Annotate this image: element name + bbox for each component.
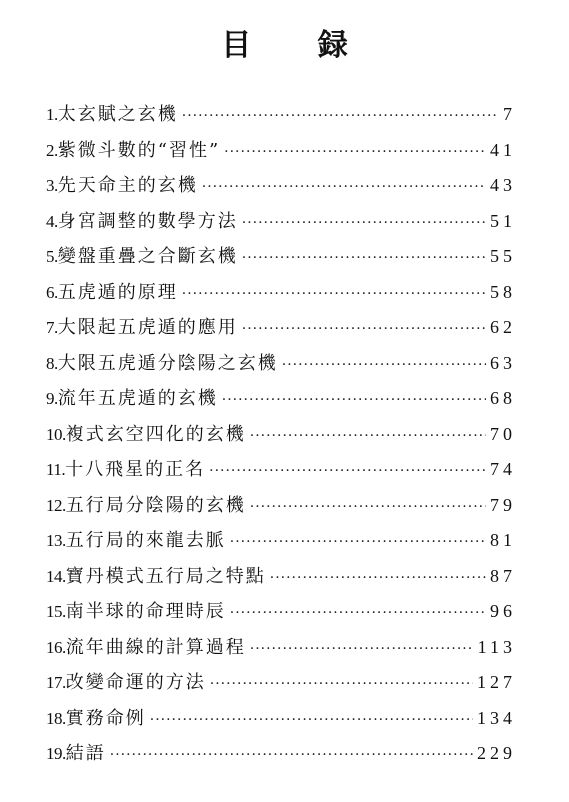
dot-leader: [209, 463, 486, 479]
entry-page-number: 51: [490, 210, 516, 231]
toc-entry: [46, 455, 516, 491]
entry-title: 變盤重疊之合斷玄機: [57, 246, 238, 267]
toc-entry: [46, 171, 516, 207]
page-title: 目 録: [221, 28, 376, 63]
entry-number: 7.: [46, 318, 58, 337]
entry-page-number: 87: [490, 565, 516, 586]
entry-page-number: 79: [490, 494, 516, 515]
entry-page-number: 55: [490, 246, 516, 266]
toc-entry: [46, 491, 516, 527]
entry-number: 6.: [46, 282, 58, 302]
dot-leader: [242, 321, 486, 337]
entry-page-number: 62: [490, 317, 516, 337]
entry-number: 8.: [46, 353, 58, 373]
dot-leader: [230, 534, 486, 550]
entry-page-number: 81: [490, 530, 516, 550]
entry-page-number: 58: [490, 281, 516, 302]
entry-page-number: 127: [477, 672, 516, 692]
table-of-contents: [46, 100, 516, 775]
toc-entry: [46, 100, 516, 136]
entry-title: 太玄賦之玄機: [57, 104, 178, 125]
dot-leader: [250, 641, 474, 657]
toc-entry: [46, 242, 516, 278]
entry-title: 複式玄空四化的玄機: [65, 423, 246, 445]
entry-page-number: 41: [490, 139, 516, 160]
toc-entry: [46, 562, 516, 598]
entry-number: 15.: [46, 602, 66, 621]
dot-leader: [270, 570, 486, 586]
dot-leader: [242, 250, 486, 266]
dot-leader: [222, 392, 486, 408]
entry-number: 10.: [46, 424, 66, 444]
entry-number: 16.: [46, 637, 66, 657]
entry-number: 13.: [46, 531, 66, 550]
toc-entry: [46, 526, 516, 562]
entry-number: 12.: [46, 495, 66, 515]
toc-entry: [46, 207, 516, 243]
entry-title: 結語: [65, 743, 106, 764]
toc-entry: [46, 313, 516, 349]
entry-page-number: 7: [503, 104, 516, 124]
dot-leader: [110, 747, 473, 763]
entry-title: 大限五虎遁分陰陽之玄機: [57, 352, 278, 374]
entry-title: 南半球的命理時辰: [65, 601, 226, 622]
entry-page-number: 96: [490, 601, 516, 621]
entry-page-number: 43: [490, 175, 516, 195]
dot-leader: [242, 215, 486, 231]
entry-title: 寶丹模式五行局之特點: [65, 565, 266, 587]
entry-number: 2.: [46, 140, 58, 160]
entry-title: 十八飛星的正名: [65, 459, 206, 480]
toc-entry: [46, 136, 516, 172]
entry-number: 17.: [46, 673, 66, 692]
entry-title: 五虎遁的原理: [57, 281, 178, 303]
entry-page-number: 134: [477, 707, 516, 728]
entry-title: 先天命主的玄機: [57, 175, 198, 196]
toc-entry: [46, 704, 516, 740]
dot-leader: [250, 428, 486, 444]
dot-leader: [202, 179, 486, 195]
toc-entry: [46, 420, 516, 456]
toc-entry: [46, 668, 516, 704]
entry-number: 4.: [46, 211, 58, 231]
toc-entry: [46, 597, 516, 633]
dot-leader: [150, 712, 473, 728]
entry-number: 18.: [46, 708, 66, 728]
dot-leader: [250, 499, 486, 515]
entry-number: 1.: [46, 105, 58, 124]
entry-title: 身宮調整的數學方法: [57, 210, 238, 232]
entry-page-number: 229: [477, 743, 516, 763]
entry-title: 流年曲線的計算過程: [65, 636, 246, 658]
dot-leader: [182, 286, 486, 302]
entry-number: 5.: [46, 247, 58, 266]
entry-title: 流年五虎遁的玄機: [57, 388, 218, 409]
entry-title: 五行局的來龍去脈: [65, 530, 226, 551]
entry-title: 五行局分陰陽的玄機: [65, 494, 246, 516]
dot-leader: [182, 108, 499, 124]
entry-page-number: 74: [490, 459, 516, 479]
toc-entry: [46, 349, 516, 385]
dot-leader: [230, 605, 486, 621]
entry-title: 大限起五虎遁的應用: [57, 317, 238, 338]
entry-number: 9.: [46, 389, 58, 408]
entry-title: 改變命運的方法: [65, 672, 206, 693]
entry-page-number: 63: [490, 352, 516, 373]
dot-leader: [210, 676, 473, 692]
entry-number: 14.: [46, 566, 66, 586]
dot-leader: [282, 357, 486, 373]
toc-entry: [46, 633, 516, 669]
toc-entry: [46, 384, 516, 420]
entry-number: 3.: [46, 176, 58, 195]
entry-title: 實務命例: [65, 707, 146, 729]
toc-entry: [46, 278, 516, 314]
dot-leader: [224, 144, 486, 160]
entry-number: 11.: [46, 460, 66, 479]
entry-number: 19.: [46, 744, 66, 763]
entry-page-number: 68: [490, 388, 516, 408]
toc-entry: [46, 739, 516, 775]
entry-page-number: 113: [477, 636, 516, 657]
entry-title: 紫微斗數的“習性”: [57, 139, 221, 161]
entry-page-number: 70: [490, 423, 516, 444]
